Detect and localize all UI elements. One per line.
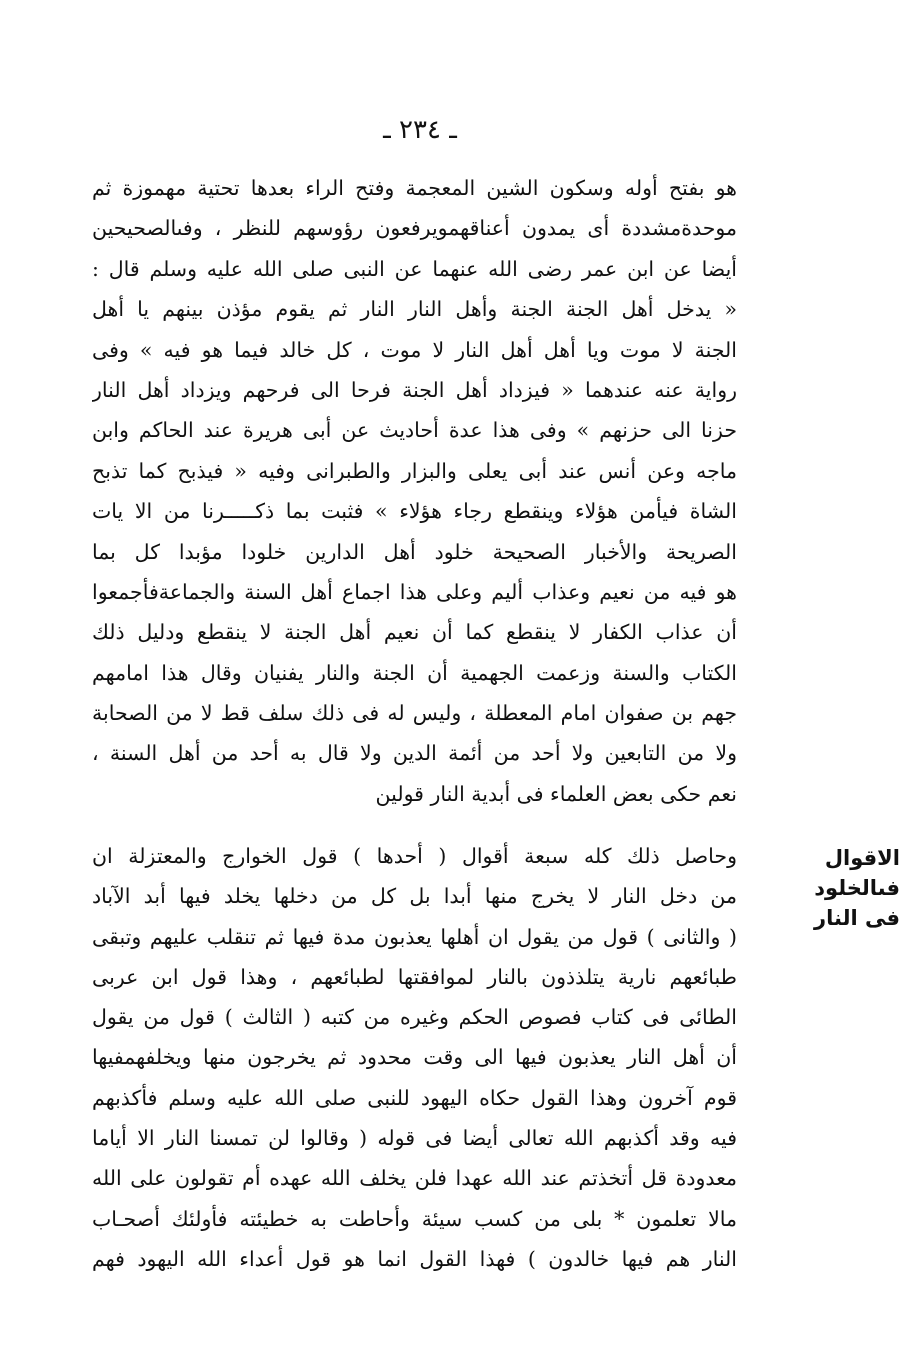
- text-line: ( والثانى ) قول من يقول ان أهلها يعذبون مدة فيها ثم تنقلب عليهم وتبقى: [92, 924, 737, 949]
- text-line: أن عذاب الكفار لا ينقطع كما أن نعيم أهل الجنة لا ينقطع ودليل ذلك: [92, 620, 737, 645]
- text-line: طبائعهم نارية يتلذذون بالنار لموافقتها لطبائعهم ، وهذا قول ابن عربى: [92, 964, 737, 989]
- text-line: الطائى فى كتاب فصوص الحكم وغيره من كتبه ( الثالث ) قول من يقول: [92, 1005, 737, 1030]
- text-line: أيضا عن ابن عمر رضى الله عنهما عن النبى صلى الله عليه وسلم قال :: [92, 256, 737, 281]
- text-line: ولا من التابعين ولا أحد من أئمة الدين ولا قال به أحد من أهل السنة ،: [92, 741, 737, 766]
- text-line: الكتاب والسنة وزعمت الجهمية أن الجنة والنار يفنيان وقال هذا امامهم: [92, 660, 737, 685]
- text-block-paragraph-1: [92, 168, 737, 814]
- text-line: أن أهل النار يعذبون فيها الى وقت محدود ثم يخرجون منها ويخلفهمفيها: [92, 1045, 737, 1070]
- text-line: مالا تعلمون * بلى من كسب سيئة وأحاطت به خطيئته فأولئك أصحـاب: [92, 1206, 737, 1231]
- text-line: معدودة قل أتخذتم عند الله عهدا فلن يخلف الله عهده أم تقولون على الله: [92, 1166, 737, 1191]
- text-line: « يدخل أهل الجنة الجنة وأهل النار النار ثم يقوم مؤذن بينهم يا أهل: [92, 297, 737, 322]
- text-line: هو فيه من نعيم وعذاب أليم وعلى هذا اجماع أهل السنة والجماعةفأجمعوا: [92, 579, 737, 604]
- text-line: ماجه وعن أنس عند أبى يعلى والبزار والطبرانى وفيه « فيذبح كما تذبح: [92, 458, 737, 483]
- text-line: رواية عنه عندهما « فيزداد أهل الجنة فرحا الى فرحهم ويزداد أهل النار: [92, 377, 737, 402]
- text-line: الصريحة والأخبار الصحيحة خلود أهل الدارين خلودا مؤبدا كل بما: [92, 539, 737, 564]
- text-line: من دخل النار لا يخرج منها أبدا بل كل من دخلها يخلد فيها أبد الآباد: [92, 884, 737, 909]
- text-line: نعم حكى بعض العلماء فى أبدية النار قولين: [375, 781, 737, 806]
- text-line: هو بفتح أوله وسكون الشين المعجمة وفتح الراء بعدها تحتية مهموزة ثم: [92, 176, 737, 200]
- text-line: فيه وقد أكذبهم الله تعالى أيضا فى قوله ( وقالوا لن تمسنا النار الا أياما: [92, 1126, 737, 1151]
- text-line: قوم آخرون وهذا القول حكاه اليهود للنبى صلى الله عليه وسلم فأكذبهم: [92, 1085, 737, 1110]
- text-line: الشاة فيأمن هؤلاء وينقطع رجاء هؤلاء » فثبت بما ذكـــــرنا من الا يات: [92, 499, 737, 524]
- text-line: حزنا الى حزنهم » وفى هذا عدة أحاديث عن أبى هريرة عند الحاكم وابن: [92, 418, 737, 443]
- text-line: الجنة لا موت ويا أهل أهل النار لا موت ، كل خالد فيما هو فيه » وفى: [92, 337, 737, 362]
- text-line: موحدةمشددة أى يمدون أعناقهمويرفعون رؤوسهم للنظر ، وفىالصحيحين: [92, 216, 737, 241]
- text-block-paragraph-2: [92, 836, 737, 1279]
- text-line: النار هم فيها خالدون ) فهذا القول انما هو قول أعداء الله اليهود فهم: [92, 1246, 737, 1271]
- margin-heading: [755, 843, 900, 933]
- margin-heading-line: الاقوال فىالخلود: [814, 846, 900, 900]
- text-line: جهم بن صفوان امام المعطلة ، وليس له فى ذلك سلف قط لا من الصحابة: [92, 701, 737, 726]
- margin-heading-line: فى النار: [814, 906, 900, 930]
- text-line: وحاصل ذلك كله سبعة أقوال ( أحدها ) قول الخوارج والمعتزلة ان: [92, 844, 737, 868]
- page-number: ـ ٢٣٤ ـ: [383, 115, 457, 145]
